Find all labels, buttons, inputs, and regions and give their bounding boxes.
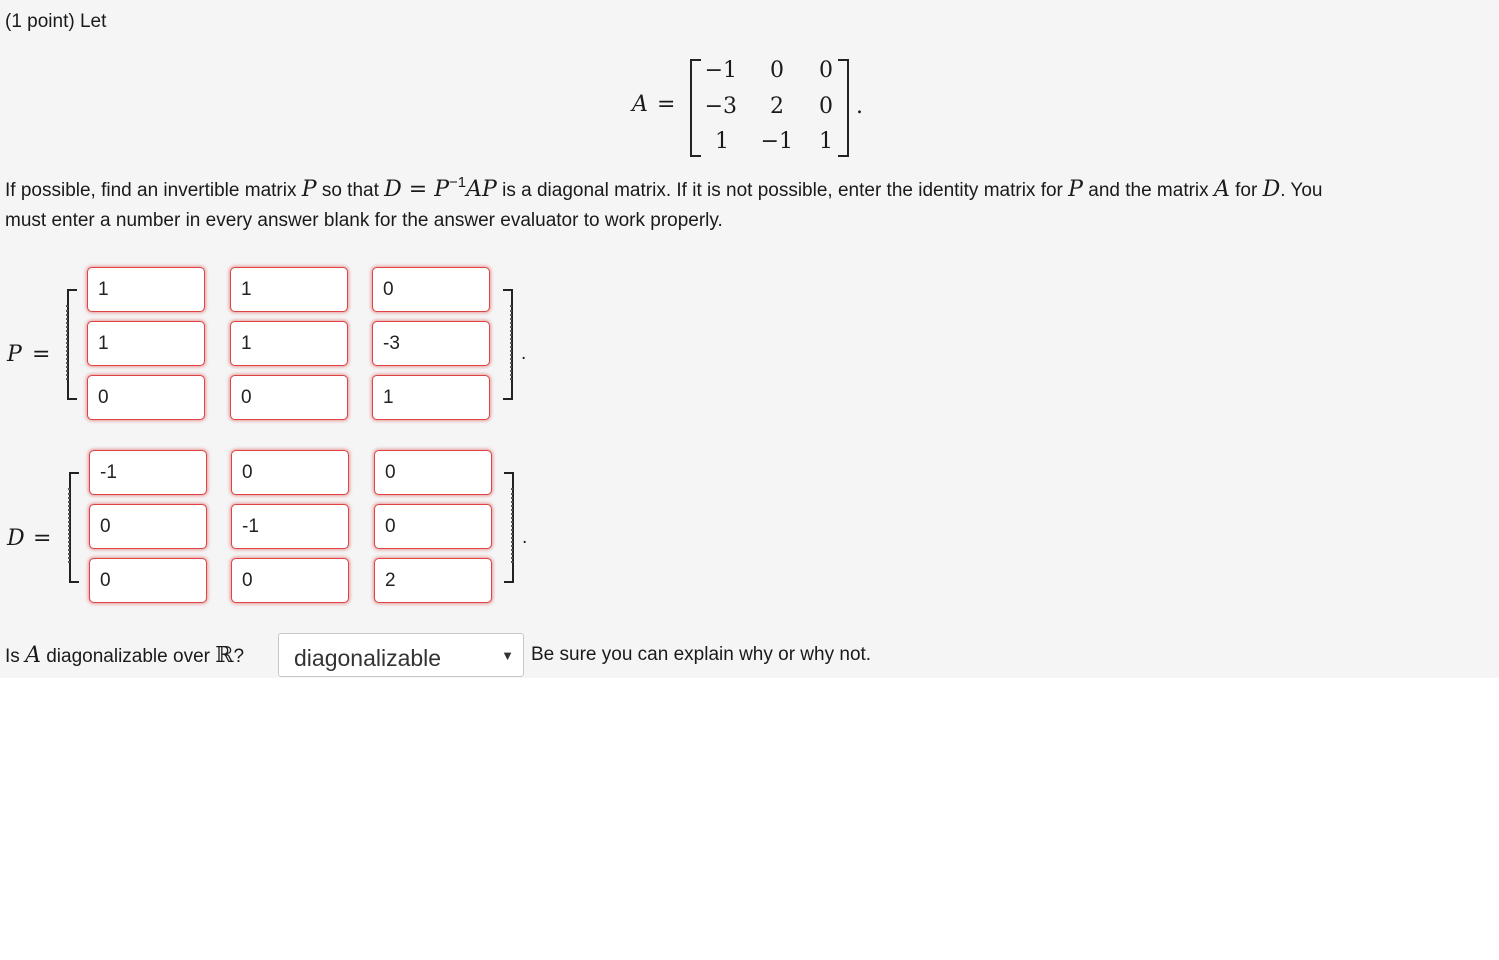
var-d: D xyxy=(384,177,402,202)
matrix-d-bracket-dots xyxy=(511,488,513,563)
matrix-d-entry-r1c2[interactable] xyxy=(231,450,349,495)
matrix-a-cell: −1 xyxy=(704,58,737,83)
matrix-a-cell: 0 xyxy=(770,58,784,83)
question-text-part: for xyxy=(1229,180,1263,201)
matrix-p-entry-r3c3[interactable] xyxy=(372,375,490,420)
question-text-part: . You xyxy=(1280,180,1323,201)
matrix-a-left-bracket xyxy=(690,59,701,157)
matrix-p-entry-r2c2[interactable] xyxy=(230,321,348,366)
matrix-a-cell: 0 xyxy=(819,94,833,119)
matrix-d-entry-r2c3[interactable] xyxy=(374,504,492,549)
dropdown-arrow-icon: ▼ xyxy=(501,648,514,663)
matrix-p-entry-r2c1[interactable] xyxy=(87,321,205,366)
problem-intro: (1 point) Let xyxy=(5,11,107,32)
diagonalizable-question xyxy=(5,645,244,667)
matrix-d-label: D xyxy=(7,526,25,551)
matrix-p-entry-r1c1[interactable] xyxy=(87,267,205,312)
matrix-p-equals: = xyxy=(32,342,51,367)
explain-note: Be sure you can explain why or why not. xyxy=(531,644,872,665)
question-text-part: is a diagonal matrix. If it is not possible, enter the identity matrix for xyxy=(496,180,1069,201)
matrix-p-entry-r2c3[interactable] xyxy=(372,321,490,366)
matrix-d-entry-r2c1[interactable] xyxy=(89,504,207,549)
inverse-exponent: −1 xyxy=(449,174,467,191)
matrix-a-cell: 1 xyxy=(819,129,833,154)
var-a: A xyxy=(1213,177,1230,202)
matrix-a-cell: −1 xyxy=(760,129,793,154)
equals-sign: = xyxy=(401,177,435,202)
matrix-d-left-bracket xyxy=(69,472,79,583)
matrix-a-cell: 0 xyxy=(819,58,833,83)
var-ap: AP xyxy=(466,177,497,202)
matrix-d-entry-r1c3[interactable] xyxy=(374,450,492,495)
matrix-a-cell: −3 xyxy=(704,94,737,119)
matrix-d-bracket-dots xyxy=(68,488,70,563)
matrix-p-left-bracket xyxy=(67,289,77,400)
matrix-p-bracket-dots xyxy=(66,305,68,380)
matrix-p-label: P xyxy=(7,342,22,367)
matrix-a-right-bracket xyxy=(838,59,849,157)
matrix-d-period: . xyxy=(522,527,528,548)
matrix-d-entry-r3c3[interactable] xyxy=(374,558,492,603)
question-text-line2: must enter a number in every answer blank for the answer evaluator to work properly. xyxy=(5,210,723,231)
matrix-d-entry-r3c2[interactable] xyxy=(231,558,349,603)
question-text xyxy=(5,176,1322,207)
var-d: D xyxy=(1262,177,1281,202)
matrix-d-entry-r2c2[interactable] xyxy=(231,504,349,549)
var-p: P xyxy=(301,177,317,202)
matrix-d-entry-r3c1[interactable] xyxy=(89,558,207,603)
matrix-d-equals: = xyxy=(33,526,52,551)
diagonalizable-select[interactable] xyxy=(278,633,524,677)
matrix-d-entry-r1c1[interactable] xyxy=(89,450,207,495)
diagonalizable-select-value: diagonalizable xyxy=(294,645,442,671)
question-text-part: If possible, find an invertible matrix xyxy=(5,180,302,201)
matrix-a-cell: 2 xyxy=(770,94,784,119)
diag-question-text: Is xyxy=(5,646,26,667)
reals-symbol: ℝ xyxy=(215,643,234,668)
matrix-p-entry-r1c3[interactable] xyxy=(372,267,490,312)
question-text-part: so that xyxy=(316,180,385,201)
matrix-p-entry-r3c2[interactable] xyxy=(230,375,348,420)
question-text-part: and the matrix xyxy=(1082,180,1214,201)
diag-question-text: diagonalizable over xyxy=(40,646,216,667)
matrix-a-equals: = xyxy=(657,92,676,117)
matrix-p-entry-r1c2[interactable] xyxy=(230,267,348,312)
var-p: P xyxy=(1068,177,1083,202)
var-p: P xyxy=(434,177,450,202)
var-a: A xyxy=(25,643,41,668)
matrix-a-label: A xyxy=(632,92,648,117)
matrix-p-bracket-dots xyxy=(510,305,512,380)
matrix-p-period: . xyxy=(521,343,527,364)
matrix-p-entry-r3c1[interactable] xyxy=(87,375,205,420)
diag-question-text: ? xyxy=(233,646,245,667)
matrix-a-cell: 1 xyxy=(715,129,729,154)
matrix-a-period: . xyxy=(856,94,863,119)
